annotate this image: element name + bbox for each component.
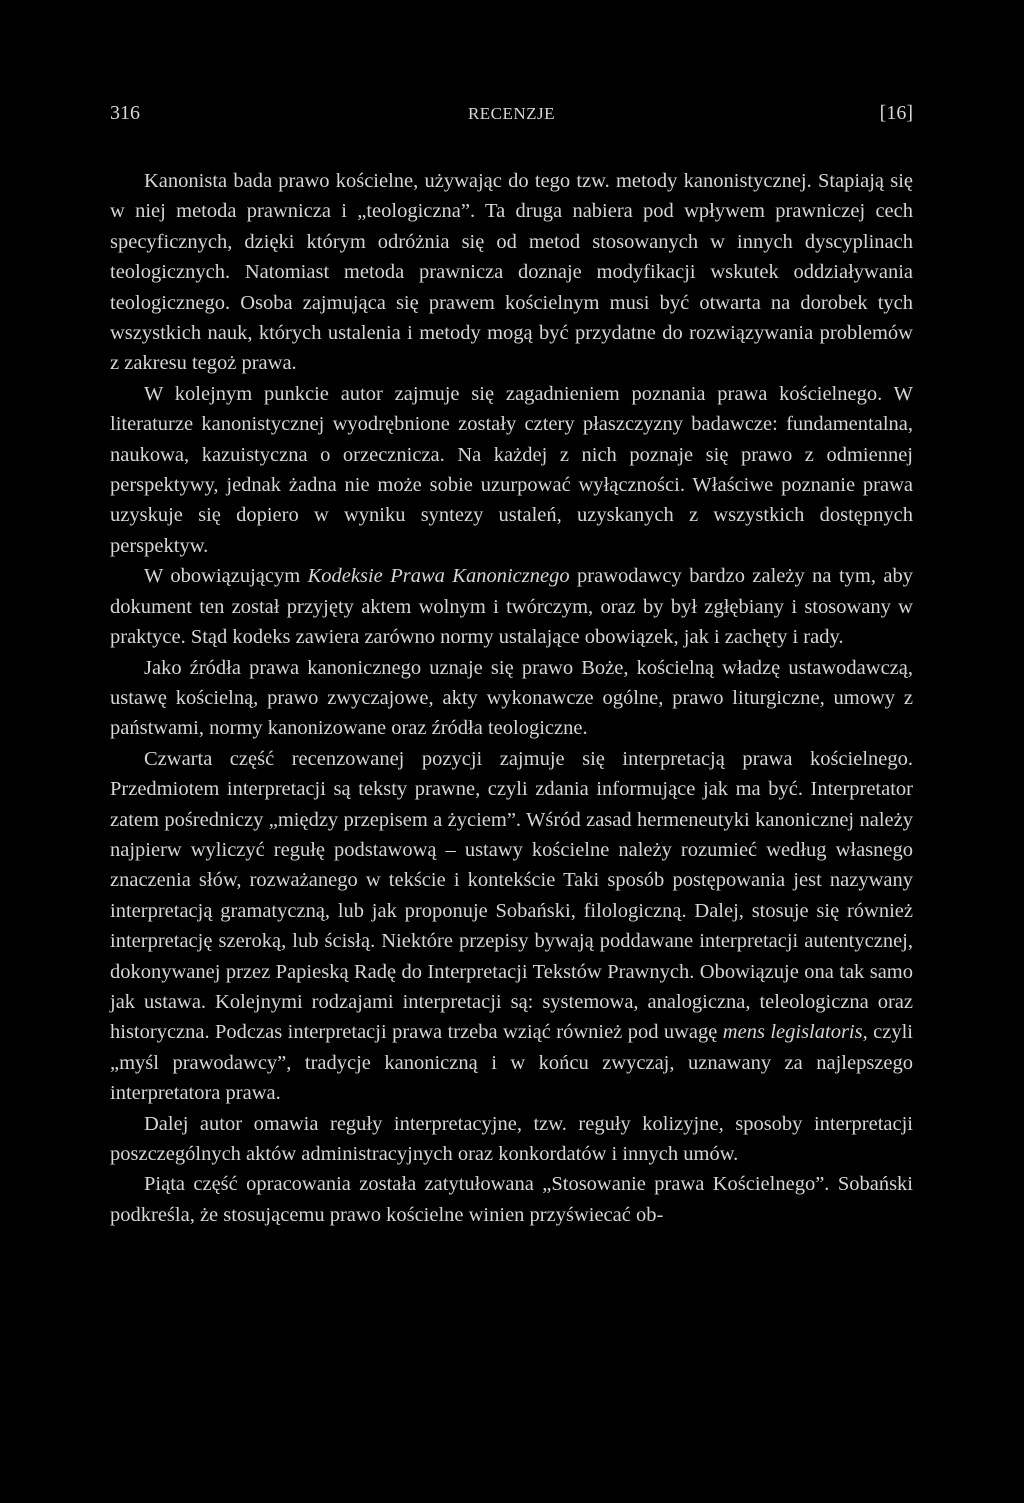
- text-run: Czwarta część recenzowanej pozycji zajmuje się interpretacją prawa kościelnego. Przedmiotem interpretacji są teksty prawne, czyli zdania informujące jak ma być. Interpretator zatem pośredniczy „między przepisem a życiem”. Wśród zasad hermeneutyki kanonicznej należy najpierw wyliczyć regułę podstawową – ustawy kościelne należy rozumieć według własnego znaczenia słów, rozważanego w tekście i kontekście Taki sposób postępowania jest nazywany interpretacją gramatyczną, lub jak proponuje Sobański, filologiczną. Dalej, stosuje się również interpretację szeroką, lub ścisłą. Niektóre przepisy bywają poddawane interpretacji autentycznej, dokonywanej przez Papieską Radę do Interpretacji Tekstów Prawnych. Obowiązuje ona tak samo jak ustawa. Kolejnymi rodzajami interpretacji są: systemowa, analogiczna, teleologiczna oraz historyczna. Podczas interpretacji prawa trzeba wziąć również pod uwagę: [110, 747, 913, 1044]
- text-run: prawodawcy bardzo zależy na tym, aby dokument ten został przyjęty aktem wolnym i twórczym, oraz by był zgłębiany i stosowany w praktyce. Stąd kodeks zawiera zarówno normy ustalające obowiązek, jak i zachęty i rady.: [110, 565, 913, 649]
- text-run: Piąta część opracowania została zatytułowana „Stosowanie prawa Kościelnego”. Sobański podkreśla, że stosującemu prawo kościelne winien przyświecać ob-: [110, 1173, 913, 1226]
- text-run: W kolejnym punkcie autor zajmuje się zagadnieniem poznania prawa kościelnego. W literaturze kanonistycznej wyodrębnione zostały cztery płaszczyzny badawcze: fundamentalna, naukowa, kazuistyczna o orzecznicza. Na każdej z nich poznaje się prawo z odmiennej perspektywy, jednak żadna nie może sobie uzurpować wyłączności. Właściwe poznanie prawa uzyskuje się dopiero w wyniku syntezy ustaleń, uzyskanych z wszystkich dostępnych perspektyw.: [110, 382, 913, 557]
- text-run: Dalej autor omawia reguły interpretacyjne, tzw. reguły kolizyjne, sposoby interpretacji poszczególnych aktów administracyjnych oraz konkordatów i innych umów.: [110, 1112, 913, 1165]
- paragraph: [110, 1169, 913, 1230]
- paragraph: [110, 653, 913, 744]
- body-text: [110, 166, 913, 1230]
- text-run: Jako źródła prawa kanonicznego uznaje się prawo Boże, kościelną władzę ustawodawczą, ustawę kościelną, prawo zwyczajowe, akty wykonawcze ogólne, prawo liturgiczne, umowy z państwami, normy kanonizowane oraz źródła teologiczne.: [110, 656, 913, 740]
- text-run: W obowiązującym: [144, 565, 308, 588]
- paragraph: [110, 166, 913, 379]
- page-header: [110, 102, 913, 132]
- paragraph: [110, 379, 913, 561]
- paragraph: [110, 561, 913, 652]
- paragraph: [110, 744, 913, 1109]
- running-head: RECENZJE: [467, 104, 556, 123]
- text-run: Kanonista bada prawo kościelne, używając do tego tzw. metody kanonistycznej. Stapiają się w niej metoda prawnicza i „teologiczna”. Ta druga nabiera pod wpływem prawniczej cech specyficznych, dzięki którym odróżnia się od metod stosowanych w innych dyscyplinach teologicznych. Natomiast metoda prawnicza doznaje modyfikacji wskutek oddziaływania teologicznego. Osoba zajmująca się prawem kościelnym musi być otwarta na dorobek tych wszystkich nauk, których ustalenia i metody mogą być przydatne do rozwiązywania problemów z zakresu tegoż prawa.: [110, 170, 913, 375]
- section-number: [16]: [879, 102, 913, 124]
- page-number: 316: [110, 102, 140, 124]
- italic-text: Kodeksie Prawa Kanonicznego: [307, 565, 570, 588]
- italic-text: mens legislatoris: [722, 1021, 863, 1044]
- text-run: , czyli „myśl prawodawcy”, tradycje kanoniczną i w końcu zwyczaj, uznawany za najlepszego interpretatora prawa.: [110, 1021, 913, 1105]
- paragraph: [110, 1109, 913, 1170]
